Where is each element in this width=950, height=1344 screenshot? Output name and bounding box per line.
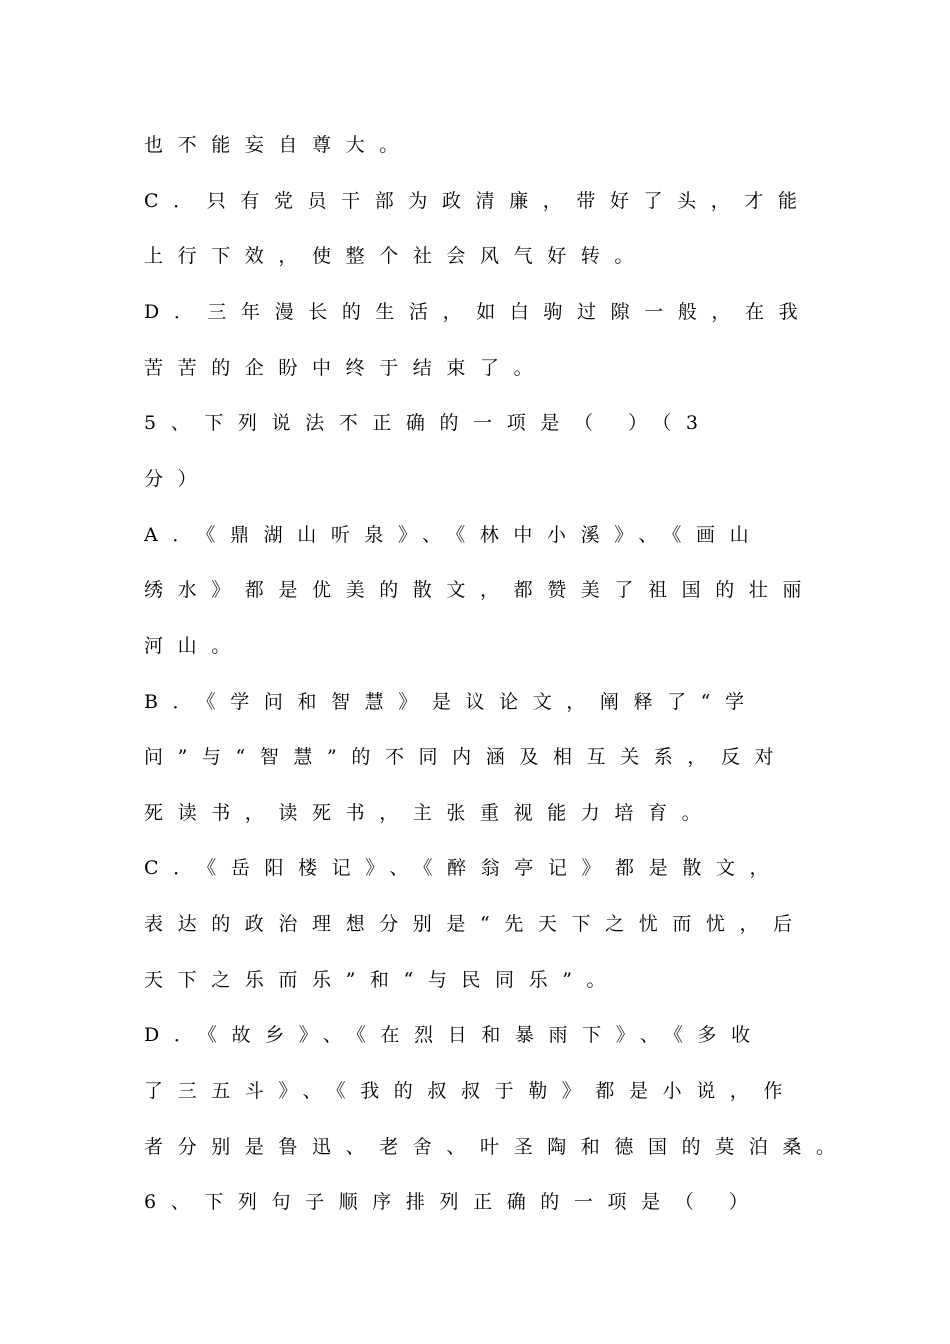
question-5-heading-continuation: 分）	[144, 468, 212, 490]
text-line-option-b-continuation: 也不能妄自尊大。	[144, 134, 413, 156]
text-line-option-c: C．只有党员干部为政清廉，带好了头，才能	[144, 190, 812, 212]
q5-option-a-continuation-2: 河山。	[144, 635, 245, 657]
q5-option-c: C．《岳阳楼记》、《醉翁亭记》都是散文，	[144, 857, 784, 879]
q5-option-b-continuation-2: 死读书，读死书，主张重视能力培育。	[144, 802, 716, 824]
q5-option-d-continuation-2: 者分别是鲁迅、老舍、叶圣陶和德国的莫泊桑。	[144, 1136, 850, 1158]
q5-option-d: D．《故乡》、《在烈日和暴雨下》、《多收	[144, 1024, 765, 1046]
q5-option-b-continuation-1: 问”与“智慧”的不同内涵及相互关系，反对	[144, 746, 789, 768]
q5-option-d-continuation-1: 了三五斗》、《我的叔叔于勒》都是小说，作	[144, 1080, 798, 1102]
q5-option-a-continuation-1: 绣水》都是优美的散文，都赞美了祖国的壮丽	[144, 579, 817, 601]
q5-option-a: A．《鼎湖山听泉》、《林中小溪》、《画山	[144, 524, 764, 546]
q5-option-c-continuation-1: 表达的政治理想分别是“先天下之忧而忧，后	[144, 913, 807, 935]
q5-option-b: B．《学问和智慧》是议论文，阐释了“学	[144, 691, 759, 713]
question-5-heading: 5、下列说法不正确的一项是（ ）（3	[144, 412, 713, 434]
q5-option-c-continuation-2: 天下之乐而乐”和“与民同乐”。	[144, 969, 621, 991]
question-6-heading: 6、下列句子顺序排列正确的一项是（ ）	[144, 1191, 763, 1213]
text-line-option-d: D．三年漫长的生活，如白驹过隙一般，在我	[144, 301, 813, 323]
text-line-option-c-continuation: 上行下效，使整个社会风气好转。	[144, 245, 649, 267]
text-line-option-d-continuation: 苦苦的企盼中终于结束了。	[144, 357, 548, 379]
